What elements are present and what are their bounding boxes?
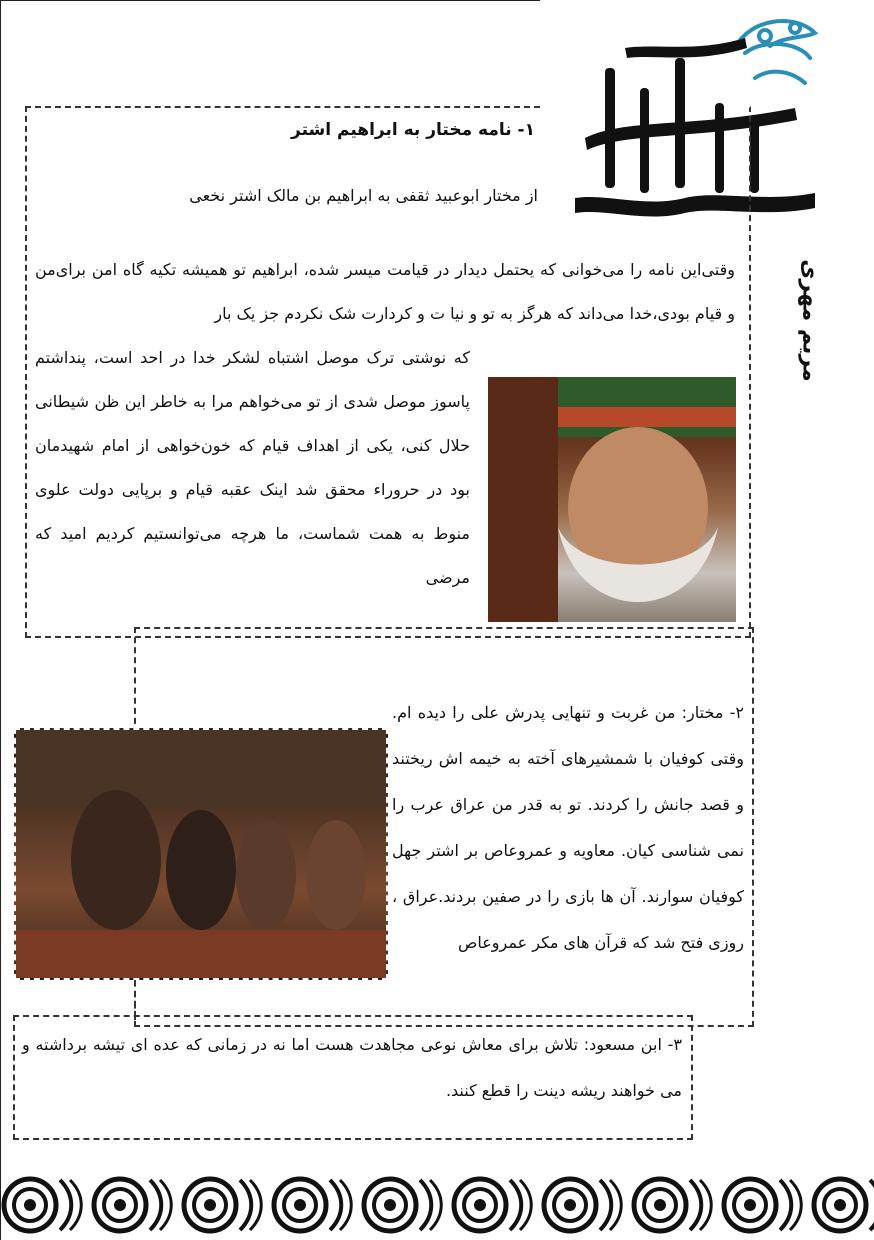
section-connector — [134, 980, 136, 1020]
section3-body: ۳- ابن مسعود: تلاش برای معاش نوعی مجاهدت هست اما نه در زمانی که عده ای تیشه برداشته و می خواهند ریشه دینت را قطع کنند. — [22, 1035, 682, 1100]
section1-title: ۱- نامه مختار به ابراهیم اشتر — [291, 120, 535, 140]
ornamental-border-footer — [0, 1170, 874, 1240]
section1-body-narrow: که نوشتی ترک موصل اشتباه لشکر خدا در احد است، پنداشتم پاسوز موصل شدی از تو می‌خواهم مرا به خاطر این ظن شیطانی حلال کنی، یکی از اهداف قیام که خون‌خواهی از امام شهیدمان بود در حروراء محقق شد اینک عقبه قیام و برپایی دولت علوی منوط به همت شماست، ما هرچه می‌توانستیم کردیم امید که مرضی — [35, 348, 470, 587]
section1-subtitle: از مختار ابوعبید ثقفی به ابراهیم بن مالک اشتر نخعی — [189, 186, 538, 205]
page-top-rule — [0, 0, 540, 1]
section1-body-wide: وقتی‌این نامه را می‌خوانی که یحتمل دیدار در قیامت میسر شده، ابراهیم تو همیشه تکیه گاه امن برای‌من و قیام بودی،خدا می‌داند که هرگز به تو و نیا ت و کردارت شک نکردم جز یک بار — [35, 260, 735, 323]
mokhtar-portrait-image — [488, 377, 736, 622]
page-left-rule — [0, 0, 1, 1240]
tent-scene-image — [14, 728, 388, 980]
section2-body: ۲- مختار: من غربت و تنهایی پدرش علی را دیده ام. وقتی کوفیان با شمشیرهای آخته به خیمه اش ریختند و قصد جانش را کردند. تو به قدر من عراق عرب را نمی شناسی کیان. معاویه و عمروعاص بر اشتر جهل کوفیان سوارند. آن ها بازی را در صفین بردند.عراق ، روزی فتح شد که قرآن های مکر عمروعاص — [392, 703, 744, 952]
author-name: مریم مهری — [797, 258, 823, 382]
